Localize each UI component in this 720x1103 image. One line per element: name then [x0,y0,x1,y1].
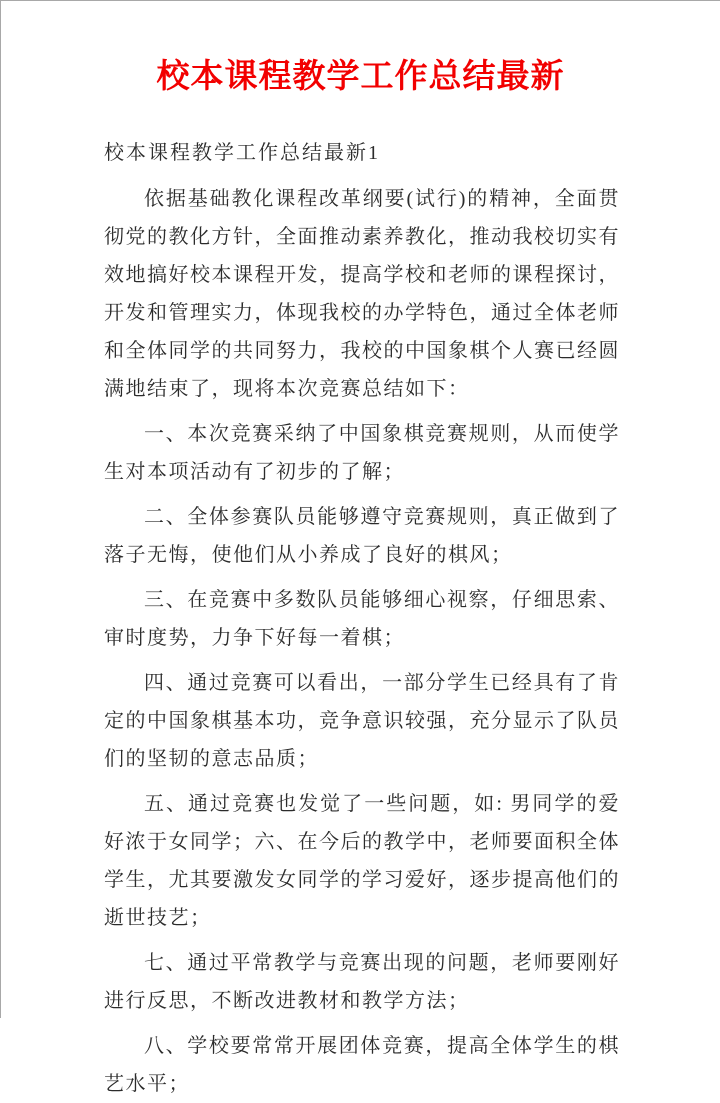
paragraph-intro: 依据基础教化课程改革纲要(试行)的精神，全面贯彻党的教化方针，全面推动素养教化，推动我校切实有效地搞好校本课程开发，提高学校和老师的课程探讨，开发和管理实力，体现我校的办学特色，通过全体老师和全体同学的共同努力，我校的中国象棋个人赛已经圆满地结束了，现将本次竞赛总结如下： [104,188,620,400]
paragraph-item-3: 三、在竞赛中多数队员能够细心视察，仔细思索、审时度势，力争下好每一着棋； [104,589,620,649]
paragraph-item-7: 七、通过平常教学与竞赛出现的问题，老师要刚好进行反思，不断改进教材和教学方法； [104,952,620,1012]
paragraph-item-5-6: 五、通过竞赛也发觉了一些问题，如: 男同学的爱好浓于女同学；六、在今后的教学中，老师要面积全体学生，尤其要激发女同学的学习爱好，逐步提高他们的逝世技艺； [104,793,620,929]
document-subtitle: 校本课程教学工作总结最新1 [104,142,380,164]
paragraph-item-4: 四、通过竞赛可以看出，一部分学生已经具有了肯定的中国象棋基本功，竞争意识较强，充分显示了队员们的坚韧的意志品质； [104,672,620,770]
document-title: 校本课程教学工作总结最新 [156,57,565,94]
paragraph-item-1: 一、本次竞赛采纳了中国象棋竞赛规则，从而使学生对本项活动有了初步的了解； [104,423,620,483]
paragraph-item-8: 八、学校要常常开展团体竞赛，提高全体学生的棋艺水平； [104,1035,620,1095]
document-body [1,134,720,1103]
paragraph-item-2: 二、全体参赛队员能够遵守竞赛规则，真正做到了落子无悔，使他们从小养成了良好的棋风； [104,506,620,566]
